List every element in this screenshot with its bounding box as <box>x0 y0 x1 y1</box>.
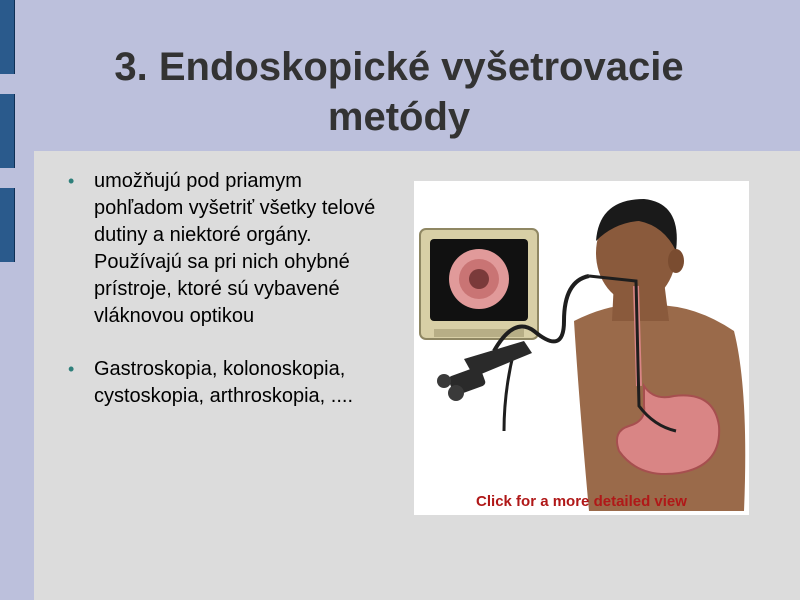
tab-marker <box>0 94 15 168</box>
left-decoration <box>0 0 34 600</box>
bullet-item <box>60 356 395 410</box>
bullet-list <box>60 168 395 436</box>
bullet-dot: • <box>68 359 75 379</box>
tab-marker <box>0 0 15 74</box>
endoscopy-illustration-icon <box>414 181 749 515</box>
slide-title-line1: 3. Endoskopické vyšetrovacie <box>114 45 684 89</box>
bullet-text: Gastroskopia, kolonoskopia, cystoskopia, arthroskopia, .... <box>94 358 354 407</box>
bullet-item <box>60 168 395 330</box>
slide-title <box>34 42 764 142</box>
slide-title-line2: metódy <box>327 95 471 139</box>
bullet-text: umožňujú pod priamym pohľadom vyšetriť všetky telové dutiny a niektoré orgány. Používajú sa pri nich ohybné prístroje, ktoré sú vybavené vláknovou optikou <box>94 170 376 327</box>
endoscopy-figure[interactable] <box>414 181 749 515</box>
bullet-dot: • <box>68 171 75 191</box>
tab-marker <box>0 188 15 262</box>
image-caption[interactable]: Click for a more detailed view <box>476 493 687 510</box>
